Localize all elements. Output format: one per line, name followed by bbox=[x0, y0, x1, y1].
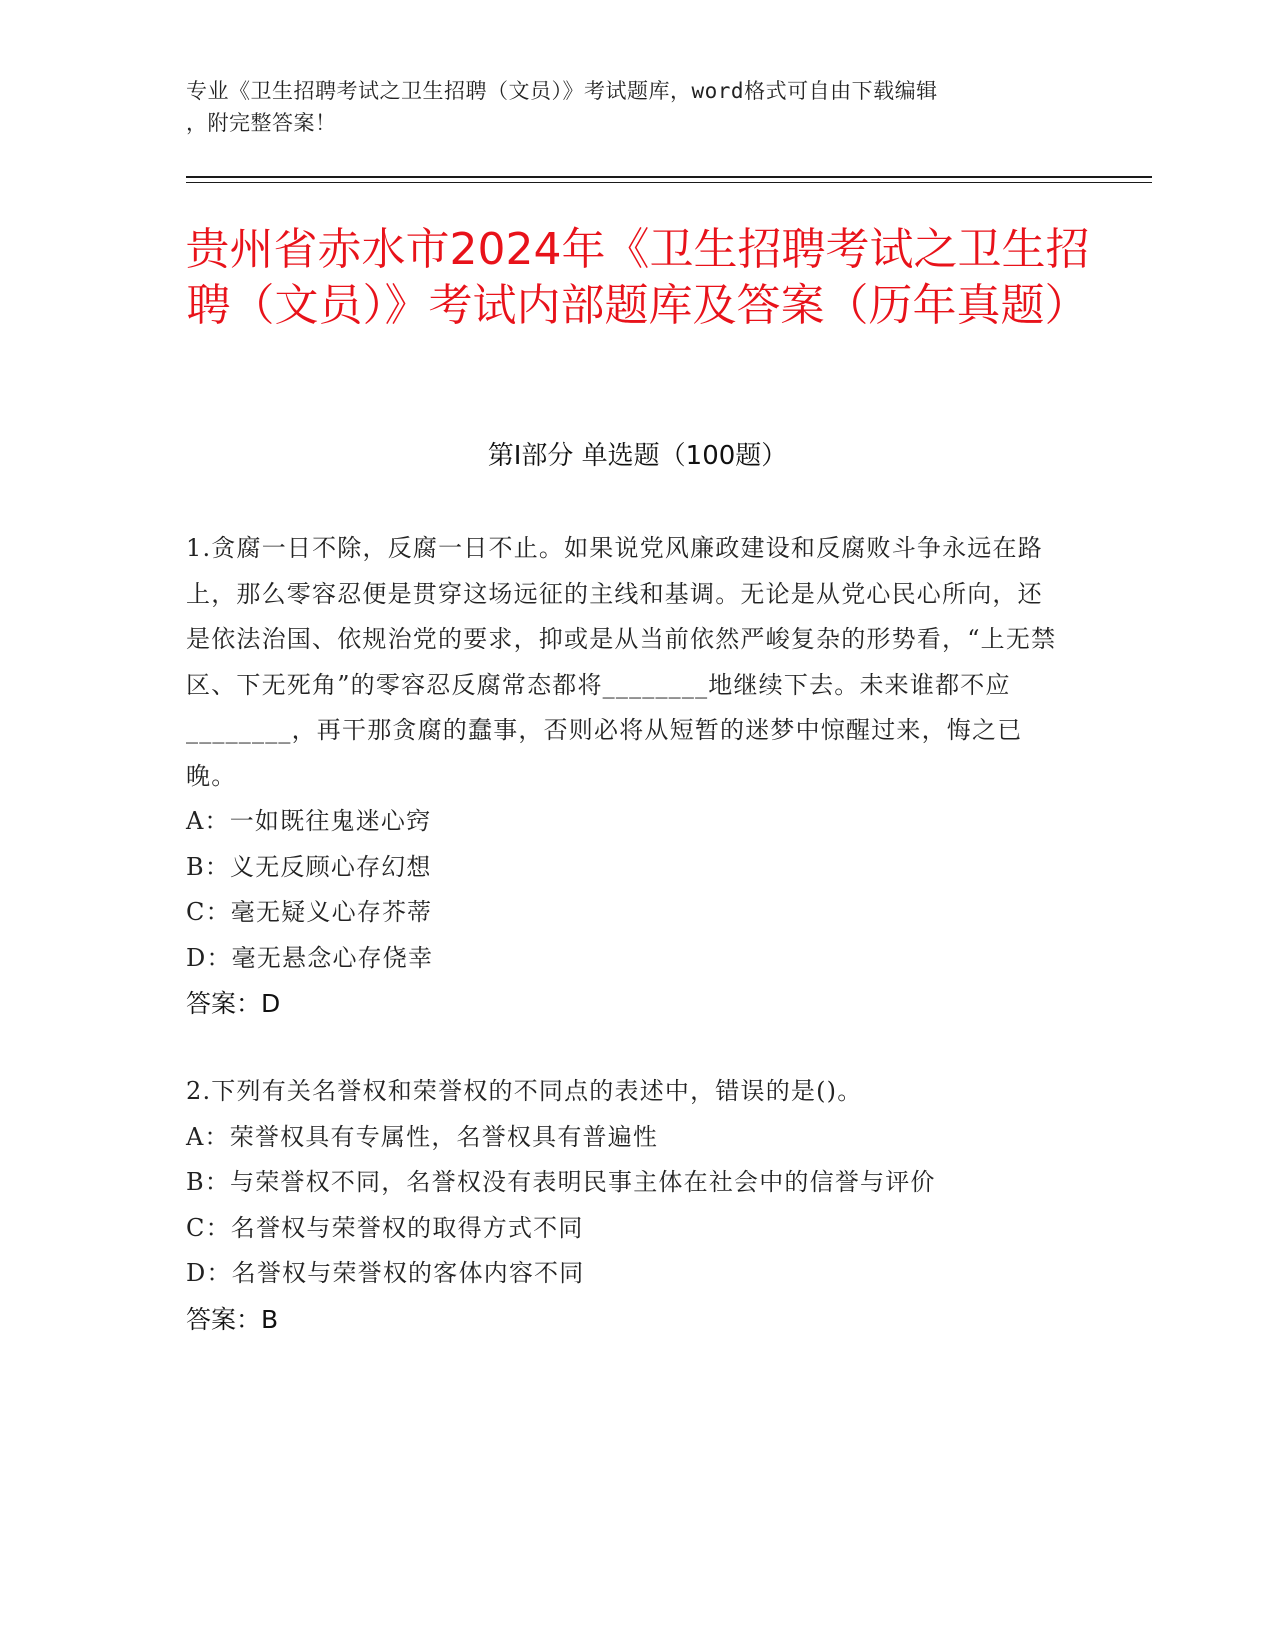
header-note-line-1: 专业《卫生招聘考试之卫生招聘（文员）》考试题库，word格式可自由下载编辑 bbox=[186, 79, 938, 103]
answer-line: 答案：D bbox=[186, 989, 281, 1018]
section-heading: 第I部分 单选题（100题） bbox=[487, 441, 788, 471]
option-c: C：毫无疑义心存芥蒂 bbox=[186, 898, 433, 926]
question-stem: 2.下列有关名誉权和荣誉权的不同点的表述中，错误的是()。 bbox=[186, 1077, 863, 1105]
option-b: B：与荣誉权不同，名誉权没有表明民事主体在社会中的信誉与评价 bbox=[186, 1168, 936, 1196]
header-divider-thin bbox=[186, 182, 1152, 183]
header-divider-thick bbox=[186, 176, 1152, 178]
question-2 bbox=[186, 1069, 1066, 1342]
option-b: B：义无反顾心存幻想 bbox=[186, 852, 432, 881]
answer-line: 答案：B bbox=[186, 1304, 279, 1334]
question-stem: 1.贪腐一日不除，反腐一日不止。如果说党风廉政建设和反腐败斗争永远在路上，那么零容忍便是贯穿这场远征的主线和基调。无论是从党心民心所向，还是依法治国、依规治党的要求，抑或是从当前依然严峻复杂的形势看，“上无禁区、下无死角”的零容忍反腐常态都将________地继续下去。未来谁都不应________，再干那贪腐的蠢事，否则必将从短暂的迷梦中惊醒过来，悔之已晚。 bbox=[186, 534, 1057, 790]
option-a: A：荣誉权具有专属性，名誉权具有普遍性 bbox=[186, 1122, 659, 1151]
header-note-line-2: ，附完整答案！ bbox=[186, 111, 337, 135]
option-a: A：一如既往鬼迷心窍 bbox=[186, 807, 432, 835]
option-c: C：名誉权与荣誉权的取得方式不同 bbox=[186, 1213, 584, 1242]
option-d: D：名誉权与荣誉权的客体内容不同 bbox=[186, 1259, 585, 1287]
question-1 bbox=[186, 526, 1066, 1027]
document-title: 贵州省赤水市2024年《卫生招聘考试之卫生招聘（文员）》考试内部题库及答案（历年真题） bbox=[185, 224, 1090, 331]
header-note bbox=[186, 75, 1086, 139]
option-d: D：毫无悬念心存侥幸 bbox=[186, 943, 434, 972]
